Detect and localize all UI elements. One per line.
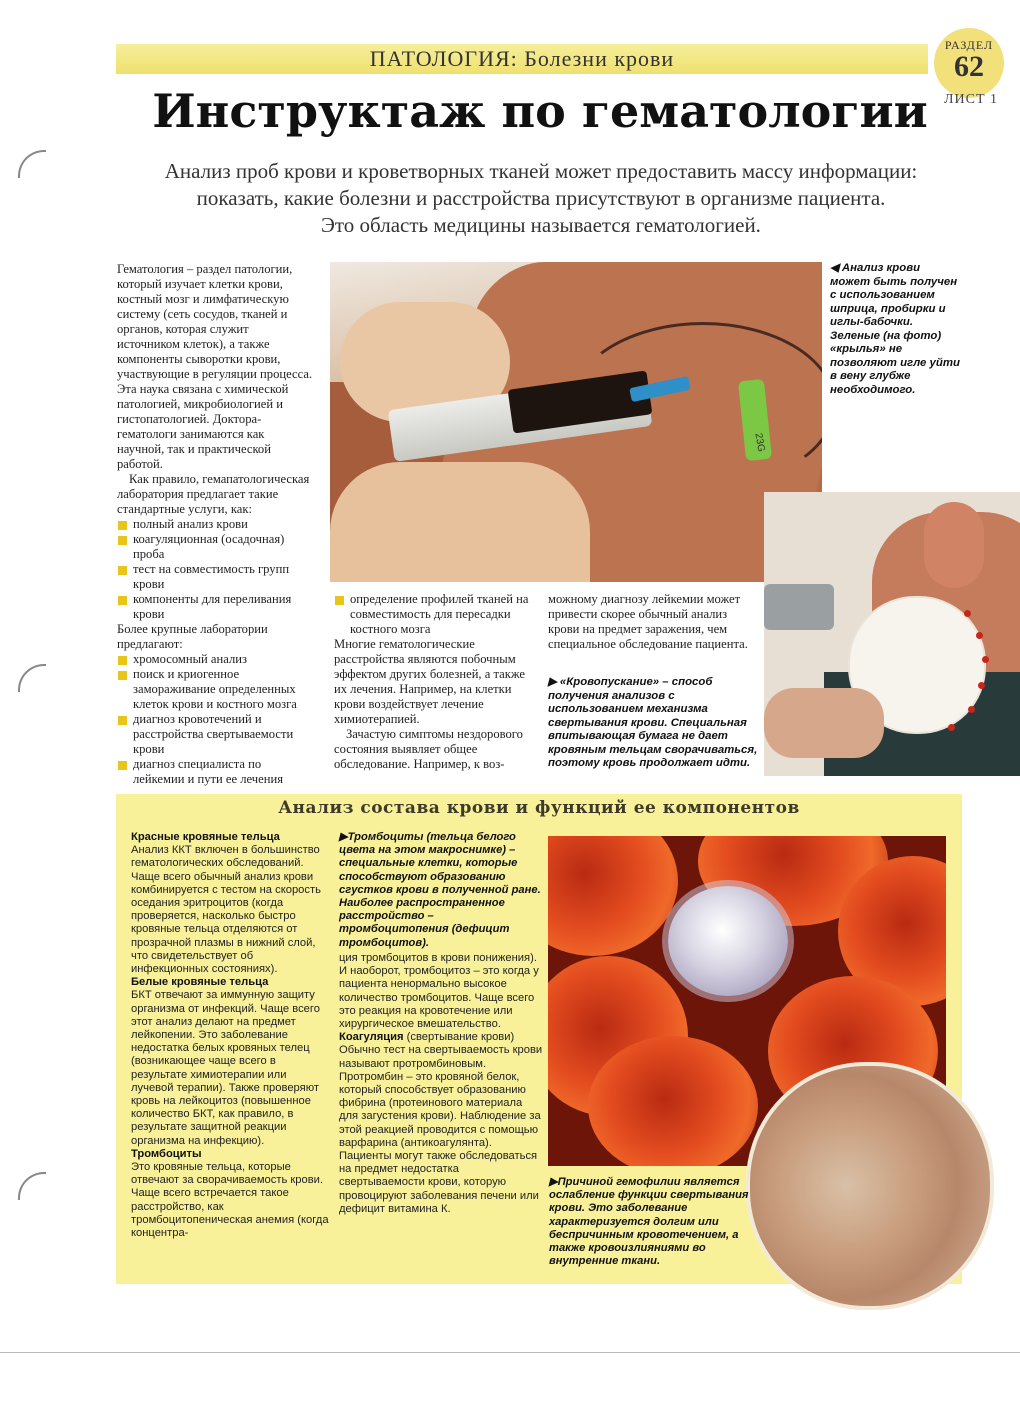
- intro-line: Это область медицины называется гематологией.: [321, 213, 761, 237]
- intro-text: [120, 158, 962, 239]
- info-box-title: Анализ состава крови и функций ее компонентов: [278, 798, 800, 818]
- intro-line: Анализ проб крови и кроветворных тканей может предоставить массу информации:: [164, 159, 918, 183]
- left-column: [117, 262, 313, 787]
- big-lab-services-list: [117, 652, 313, 787]
- bleeding-time-photo: [764, 492, 1020, 776]
- red-cells-heading: Красные кровяные тельца: [131, 831, 280, 843]
- coagulation-text: Обычно тест на свертываемость крови называют протромбиновым. Протромбин – это кровяной белок, который способствует образованию фибрина (протеинового материала для загустения крови). Наблюдение за этой реакцией проводится с помощью варфарина (антикоагулянта). Пациенты могут также обследоваться на предмет недостатка свертываемости крови, которую провоцируют заболевания печени или дефицит витамина К.: [339, 1044, 543, 1215]
- middle-bullet-list: [334, 592, 530, 637]
- platelet-icon: [668, 886, 788, 996]
- caption-hemophilia: ▶Причиной гемофилии является ослабление функции свертывания крови. Это заболевание характеризуется долгим или беспричинным кровотечением, а также кровоизлияниями во внутренние ткани.: [549, 1176, 749, 1268]
- coagulation-heading-suffix: (свертывание крови): [403, 1031, 515, 1044]
- platelets-continued-text: ция тромбоцитов в крови понижения). И наоборот, тромбоцитоз – это когда у пациента ненормально высокое количество тромбоцитов. Чаще всего это реакция на кровотечение или хирургическое вмешательство.: [339, 952, 539, 1031]
- left-para-2: Как правило, гемапатологическая лаборатория предлагает такие стандартные услуги, как:: [117, 472, 310, 516]
- list-item: коагуляционная (осадочная) проба: [117, 532, 313, 562]
- intro-line: показать, какие болезни и расстройства присутствуют в организме пациента.: [196, 186, 886, 210]
- middle-para-1: Многие гематологические расстройства являются побочным эффектом других болезней, а также их лечения. Например, на клетки крови воздействует лечение химиотерапией.: [334, 637, 525, 726]
- bruise-skin-photo: [746, 1062, 994, 1310]
- needle-gauge-label: 23G: [752, 432, 767, 453]
- page-title: Инструктаж по гематологии: [152, 84, 928, 138]
- info-box-column-1: [131, 831, 331, 1240]
- coagulation-heading: Коагуляция: [339, 1031, 404, 1044]
- caption-platelets: ▶Тромбоциты (тельца белого цвета на этом макроснимке) – специальные клетки, которые способствуют образованию сгустков крови в полученной ране. Наиболее распространенное расстройство – тромбоцитопения (дефицит тромбоцитов).: [339, 831, 541, 949]
- category-banner-text: ПАТОЛОГИЯ: Болезни крови: [369, 46, 675, 71]
- list-item: тест на совместимость групп крови: [117, 562, 313, 592]
- section-number: 62: [954, 50, 984, 83]
- left-para-3: Более крупные лаборатории предлагают:: [117, 622, 268, 651]
- caption-bloodletting: ▶ «Кровопускание» – способ получения анализов с использованием механизма свертывания крови. Специальная впитывающая бумага не дает кровяным тельцам сворачиваться, поэтому кровь продолжает идти.: [548, 676, 758, 769]
- white-cells-text: БКТ отвечают за иммунную защиту организма от инфекций. Чаще всего этот анализ делают на предмет лейкопении. Это заболевание недостатка белых кровяных телец (возникающее чаще всего в результате химиотерапии или лучевой терапии). Также проверяют кровь на лейкоцитоз (повышенное количество БКТ, как правило, в результате защитной реакции организма на инфекцию).: [131, 989, 320, 1147]
- list-item: компоненты для переливания крови: [117, 592, 313, 622]
- caption-butterfly-needle: ◀ Анализ крови может быть получен с использованием шприца, пробирки и иглы-бабочки. Зеленые (на фото) «крылья» не позволяют игле уйти в вену глубже необходимого.: [830, 262, 960, 396]
- services-list: [117, 517, 313, 622]
- right-column-text: можному диагнозу лейкемии может привести скорее обычный анализ крови на предмет заражения, чем специальное обследование пациента.: [548, 592, 748, 651]
- middle-para-2: Зачастую симптомы нездорового состояния выявляет общее обследование. Например, к воз-: [334, 727, 523, 771]
- hole-punch-mark: [18, 664, 46, 692]
- red-cells-text: Анализ ККТ включен в большинство гематологических обследований. Чаще всего обычный анализ крови комбинируется с тестом на скорость оседания эритроцитов (когда проверяется, насколько быстро кровяные тельца отделяются от прозрачной плазмы в нижний слой, что свидетельствует об инфекционных состояниях).: [131, 844, 321, 976]
- sheet-label: ЛИСТ 1: [944, 92, 998, 107]
- list-item: полный анализ крови: [117, 517, 313, 532]
- hole-punch-mark: [18, 1172, 46, 1200]
- middle-column: [334, 592, 530, 772]
- info-box-column-2: [339, 952, 544, 1216]
- list-item: поиск и криогенное замораживание определенных клеток крови и костного мозга: [117, 667, 313, 712]
- platelets-heading: Тромбоциты: [131, 1147, 202, 1160]
- list-item: диагноз кровотечений и расстройства свертываемости крови: [117, 712, 313, 757]
- hole-punch-mark: [18, 150, 46, 178]
- left-para-1: Гематология – раздел патологии, который изучает клетки крови, костный мозг и лимфатическую систему (сеть сосудов, тканей и органов, которая служит источником клеток), а также компоненты сыворотки крови, участвующие в регуляции процесса. Эта наука связана с химической патологией, микробиологией и гистопатологией. Доктора-гематологи занимаются как научной, так и практической работой.: [117, 262, 313, 471]
- platelets-text: Это кровяные тельца, которые отвечают за сворачиваемость крови. Чаще всего встречается такое расстройство, как тромбоцитопеническая анемия (когда концентра-: [131, 1161, 329, 1240]
- syringe-photo: [330, 262, 822, 582]
- list-item: хромосомный анализ: [117, 652, 313, 667]
- list-item: диагноз специалиста по лейкемии и пути ее лечения: [117, 757, 313, 787]
- category-banner: [116, 44, 928, 74]
- section-label: РАЗДЕЛ: [944, 38, 994, 52]
- white-cells-heading: Белые кровяные тельца: [131, 976, 269, 989]
- page-bottom-rule: [0, 1352, 1020, 1353]
- list-item: определение профилей тканей на совместимость для пересадки костного мозга: [334, 592, 530, 637]
